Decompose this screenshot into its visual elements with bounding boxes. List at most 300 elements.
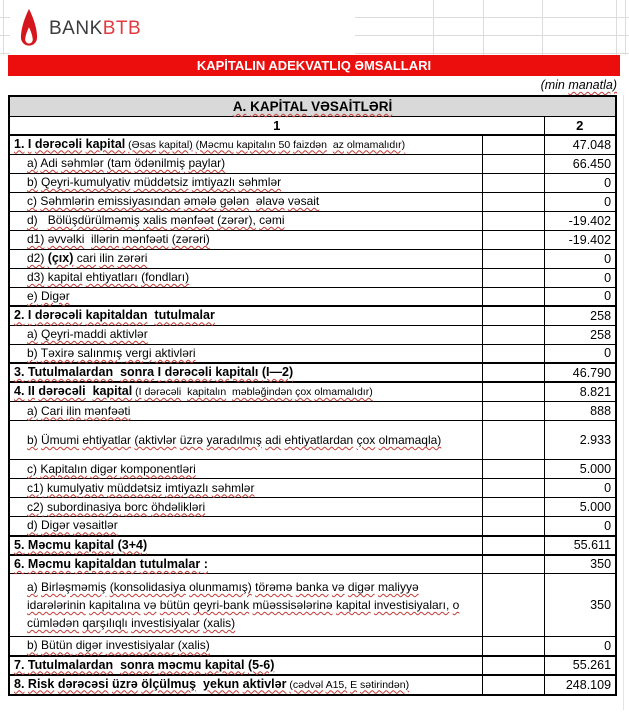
row-value: 350 xyxy=(544,555,616,574)
word: Bütün xyxy=(41,638,73,653)
table-row xyxy=(9,325,616,344)
table-row xyxy=(9,517,616,536)
row-value: 0 xyxy=(544,479,616,498)
empty-cell xyxy=(482,135,544,155)
word: məcmu xyxy=(157,657,202,672)
word: (5-6) xyxy=(247,657,275,672)
word: kapitaldan xyxy=(74,556,137,571)
table-row xyxy=(9,498,616,517)
word: Qeyri-kumulyativ xyxy=(41,175,131,189)
word: olunmamış) xyxy=(189,580,252,594)
word: Tutulmalardan xyxy=(27,365,114,379)
empty-cell xyxy=(482,154,544,173)
gridline xyxy=(542,0,543,55)
word: a) xyxy=(27,156,38,170)
empty-cell xyxy=(482,249,544,268)
word: 2. xyxy=(14,308,25,323)
label-text xyxy=(27,404,130,418)
word: əvvəlki xyxy=(47,232,85,246)
label-text xyxy=(27,433,441,447)
label-text xyxy=(14,137,125,151)
row-label xyxy=(9,536,482,555)
table-row xyxy=(9,402,616,421)
word: sonra xyxy=(120,365,155,379)
row-label xyxy=(9,173,482,192)
word: imtiyazlı xyxy=(165,480,209,495)
word: Tutulmalardan xyxy=(27,657,114,672)
word: I xyxy=(27,308,32,323)
empty-cell xyxy=(482,287,544,306)
word: dərəcəli xyxy=(34,136,83,151)
table-row xyxy=(9,211,616,230)
row-value: 258 xyxy=(544,306,616,325)
word: 3. xyxy=(14,365,25,379)
row-label xyxy=(9,574,482,637)
word: cəmi xyxy=(259,213,285,227)
row-label xyxy=(9,211,482,230)
word: (tam xyxy=(107,156,132,170)
word: yekun xyxy=(203,676,240,691)
word: (xalis) xyxy=(203,616,236,630)
gridline xyxy=(623,95,624,710)
word: ilin xyxy=(66,403,82,418)
word: a) xyxy=(27,327,38,341)
word: kumulyativ xyxy=(47,480,104,495)
table-row xyxy=(9,135,616,155)
empty-cell xyxy=(482,382,544,402)
word: (I xyxy=(135,386,142,398)
word: üzrə xyxy=(112,676,138,691)
word: borc xyxy=(124,499,148,514)
row-label xyxy=(9,675,482,695)
word: aktivləri xyxy=(154,345,196,360)
word: öhdəlikləri xyxy=(151,499,206,514)
table-row xyxy=(9,306,616,325)
label-text xyxy=(27,270,189,284)
word: 1. xyxy=(14,136,25,151)
word: müəssisələrinə xyxy=(252,598,333,612)
empty-cell xyxy=(482,574,544,637)
table-row xyxy=(9,173,616,192)
word: (fondları) xyxy=(141,270,190,284)
word: emissiyasından xyxy=(97,194,181,208)
word: faizdən xyxy=(293,138,327,151)
word: dərəcəli xyxy=(164,365,212,379)
label-text xyxy=(14,557,208,571)
label-text xyxy=(27,500,205,514)
word: d3) xyxy=(27,270,45,284)
table-row xyxy=(9,555,616,574)
row-value: 47.048 xyxy=(544,135,616,155)
row-value: -19.402 xyxy=(544,230,616,249)
row-value: 248.109 xyxy=(544,675,616,695)
word: törəmə xyxy=(255,580,293,594)
word: (Əsas xyxy=(128,138,156,151)
word: 8. xyxy=(14,676,25,691)
word: Cari xyxy=(41,403,64,418)
word: mənfəət xyxy=(170,213,214,227)
label-text xyxy=(27,462,196,476)
word: d) xyxy=(27,518,38,533)
word: a) xyxy=(27,403,38,418)
empty-cell xyxy=(482,517,544,536)
word: b) xyxy=(27,433,38,447)
word: investisiyaları, xyxy=(373,598,450,612)
label-text xyxy=(48,251,74,265)
word: olmamalıdır) xyxy=(314,386,373,398)
word: çox xyxy=(356,433,376,447)
row-label xyxy=(9,268,482,287)
word: ehtiyatlardan xyxy=(284,433,354,447)
word: vergi xyxy=(125,345,152,360)
word: investisiyalar xyxy=(131,616,200,630)
label-text xyxy=(27,156,225,170)
word: (xalis) xyxy=(177,638,210,653)
word: (konsolidasiya xyxy=(109,580,186,594)
row-value: 55.611 xyxy=(544,536,616,555)
word: səhmlər xyxy=(211,480,255,495)
word: tutulmalar xyxy=(154,308,215,323)
flame-icon xyxy=(17,9,41,51)
row-value: 5.000 xyxy=(544,460,616,479)
table-row xyxy=(9,154,616,173)
empty-cell xyxy=(482,637,544,656)
word: kapitalı xyxy=(215,365,259,379)
word: illərin xyxy=(91,232,120,246)
row-label xyxy=(9,555,482,574)
table-section-header xyxy=(9,96,616,116)
word: və xyxy=(331,580,345,594)
word: 5. xyxy=(14,537,25,552)
row-value: 0 xyxy=(544,249,616,268)
word: 4. xyxy=(14,384,25,398)
label-text xyxy=(14,365,293,379)
word: mənfəəti xyxy=(122,232,169,246)
word: kapital xyxy=(92,384,133,398)
table-row xyxy=(9,460,616,479)
row-value: 5.000 xyxy=(544,498,616,517)
row-value: 0 xyxy=(544,344,616,363)
word: kapital xyxy=(47,270,83,284)
table-row xyxy=(9,192,616,211)
top-band xyxy=(0,0,629,55)
row-label xyxy=(9,460,482,479)
word: müddətsiz xyxy=(133,175,189,189)
word: salınmış xyxy=(77,345,123,360)
label-text xyxy=(27,327,148,341)
word: b) xyxy=(27,345,38,360)
label-text xyxy=(14,677,286,691)
label-text xyxy=(27,346,196,360)
empty-cell xyxy=(482,536,544,555)
word: banka xyxy=(295,580,329,594)
label-text xyxy=(14,538,147,552)
word: Ümumi xyxy=(41,433,80,447)
word: ölçülmuş xyxy=(141,676,197,691)
label-text xyxy=(125,139,405,151)
capital-table xyxy=(8,95,617,696)
row-label xyxy=(9,135,482,155)
word: dərəcəli xyxy=(34,308,83,323)
empty-cell xyxy=(482,306,544,325)
column-header-2: 2 xyxy=(544,116,616,135)
table-row xyxy=(9,421,616,460)
word: (I—2) xyxy=(261,365,294,379)
empty-cell xyxy=(482,211,544,230)
empty-cell xyxy=(482,479,544,498)
word: c) xyxy=(27,194,37,208)
empty-cell xyxy=(482,344,544,363)
word: digər xyxy=(347,580,375,594)
row-value: -19.402 xyxy=(544,211,616,230)
row-label xyxy=(9,344,482,363)
bank-logo-text xyxy=(49,17,141,38)
table-row xyxy=(9,479,616,498)
label-text xyxy=(14,384,132,398)
word: çox xyxy=(295,386,312,398)
word: Risk xyxy=(27,676,55,691)
unit-note-word xyxy=(568,78,617,92)
gridline xyxy=(625,0,626,55)
column-header-1: 1 xyxy=(9,116,544,135)
row-value: 55.261 xyxy=(544,656,616,675)
word: müddətsiz xyxy=(107,480,162,495)
row-value: 0 xyxy=(544,287,616,306)
table-row xyxy=(9,287,616,306)
word: məbləğindən xyxy=(232,386,293,398)
unit-note-row xyxy=(0,76,617,95)
row-label xyxy=(9,421,482,460)
table-row xyxy=(9,344,616,363)
word: xalis xyxy=(143,213,168,227)
word: Digər xyxy=(41,518,70,533)
word: Məcmu xyxy=(27,556,71,571)
word: VƏSAİTLƏRİ xyxy=(311,98,393,114)
word: d2) xyxy=(27,251,45,265)
logo-text-btb: BTB xyxy=(102,18,142,39)
word: cari xyxy=(76,251,97,265)
row-value: 888 xyxy=(544,402,616,421)
word: Təxirə xyxy=(40,345,75,360)
word: : xyxy=(203,556,208,571)
label-text xyxy=(27,481,254,495)
report-title: KAPİTALIN ADEKVATLIQ ƏMSALLARI xyxy=(196,58,432,73)
word: KAPİTAL xyxy=(250,98,308,114)
word: d) xyxy=(27,213,38,227)
gridline xyxy=(483,0,484,55)
word: 6. xyxy=(14,556,25,571)
empty-cell xyxy=(482,421,544,460)
word: ehtiyatları xyxy=(85,270,138,284)
row-label xyxy=(9,287,482,306)
word: aktivlər xyxy=(109,327,148,341)
table-row xyxy=(9,363,616,382)
word: manatla) xyxy=(568,78,617,92)
word: b) xyxy=(27,175,38,189)
label-text xyxy=(132,386,373,398)
word: az xyxy=(332,138,344,151)
gridline xyxy=(433,0,434,55)
word: sətirindən) xyxy=(360,678,410,691)
empty-cell xyxy=(482,268,544,287)
word: səhmlər xyxy=(238,175,282,189)
table-row xyxy=(9,574,616,637)
word: qeyri-bank xyxy=(193,598,250,612)
word: kapitaldan xyxy=(85,308,148,323)
label-text xyxy=(27,289,70,303)
row-label xyxy=(9,363,482,382)
word: I xyxy=(27,136,32,151)
empty-cell xyxy=(482,173,544,192)
word: A15, xyxy=(325,678,348,691)
row-value: 0 xyxy=(544,637,616,656)
word: adi xyxy=(265,433,282,447)
table-row xyxy=(9,656,616,675)
word: tutulmalar xyxy=(139,556,201,571)
word: subordinasiya xyxy=(47,499,122,514)
row-label xyxy=(9,249,482,268)
word: cümlədən xyxy=(27,616,80,630)
word: Birləşməmiş xyxy=(41,580,107,594)
row-value: 66.450 xyxy=(544,154,616,173)
table-row xyxy=(9,675,616,695)
empty-cell xyxy=(482,555,544,574)
table-row xyxy=(9,268,616,287)
row-label xyxy=(9,230,482,249)
word: kapital xyxy=(335,598,371,612)
word: kapital) xyxy=(158,138,193,151)
word: A. xyxy=(232,98,247,114)
word: dərəcəli xyxy=(144,386,182,398)
word: mənfəəti xyxy=(84,403,131,418)
word: idarələrinin xyxy=(27,598,86,612)
unit-note-prefix: (min xyxy=(540,78,569,92)
row-label xyxy=(9,498,482,517)
column-header-row xyxy=(9,116,616,135)
word: (zərər), xyxy=(217,213,256,227)
word: 7. xyxy=(14,657,25,672)
word: kapital xyxy=(204,657,245,672)
word: kapital xyxy=(85,136,126,151)
empty-cell xyxy=(482,192,544,211)
word: kapital xyxy=(74,537,115,552)
word: və xyxy=(143,598,157,612)
word: vəsaitlər xyxy=(73,518,118,533)
unit-note xyxy=(541,78,617,92)
word: (zərəri) xyxy=(171,232,210,246)
bank-logo xyxy=(10,1,355,54)
word: (3+4) xyxy=(117,537,148,552)
word: Digər xyxy=(41,288,70,303)
word: əmələ xyxy=(183,194,217,208)
row-value: 0 xyxy=(544,173,616,192)
table-row xyxy=(9,637,616,656)
word: komponentləri xyxy=(120,461,196,476)
table-row xyxy=(9,536,616,555)
word: Adi xyxy=(40,156,58,170)
word: ilin xyxy=(99,251,115,265)
word: sonra xyxy=(120,657,155,672)
word: kapitalın xyxy=(236,138,276,151)
label-text xyxy=(27,213,285,227)
word: b) xyxy=(27,638,38,653)
row-label xyxy=(9,637,482,656)
row-label xyxy=(9,656,482,675)
report-title-banner xyxy=(8,55,620,76)
word: maliyyə xyxy=(377,580,419,594)
empty-cell xyxy=(482,230,544,249)
word: Kapitalın xyxy=(40,461,88,476)
empty-cell xyxy=(482,325,544,344)
label-text xyxy=(73,251,147,265)
word: səhmlər xyxy=(61,156,104,170)
label-text xyxy=(27,175,281,189)
row-label xyxy=(9,306,482,325)
label-text xyxy=(27,518,118,532)
word: gələn xyxy=(219,194,250,208)
row-label xyxy=(9,382,482,402)
word: a) xyxy=(27,580,38,594)
empty-cell xyxy=(482,460,544,479)
gridline xyxy=(616,0,617,55)
word: investisiyalar xyxy=(105,638,175,653)
table-section-header-row xyxy=(9,96,616,116)
word: zərəri xyxy=(117,251,148,265)
word: olmamaqla) xyxy=(378,433,442,447)
table-row xyxy=(9,249,616,268)
label-text xyxy=(14,658,274,672)
row-label xyxy=(9,325,482,344)
label-text xyxy=(27,251,48,265)
word: kapitalına xyxy=(89,598,141,612)
word: ehtiyatlar xyxy=(82,433,132,447)
word: kapitalın xyxy=(187,386,227,398)
word: Məcmu xyxy=(27,537,71,552)
word: d1) xyxy=(27,232,45,246)
word: paylar) xyxy=(188,156,226,170)
word: Səhmlərin xyxy=(40,194,95,208)
word: yaradılmış xyxy=(206,433,262,447)
word: Bölüşdürülməmiş xyxy=(47,213,140,227)
word: dərəcəsi xyxy=(57,676,109,691)
row-label xyxy=(9,402,482,421)
word: c) xyxy=(27,461,37,476)
word: dərəcəli xyxy=(38,384,86,398)
word: e) xyxy=(27,288,38,303)
empty-cell xyxy=(482,675,544,695)
word: ödənilmiş xyxy=(134,156,186,170)
row-label xyxy=(9,192,482,211)
word: üzrə xyxy=(179,433,204,447)
label-text xyxy=(286,679,409,691)
row-label xyxy=(9,479,482,498)
word: Qeyri-maddi xyxy=(41,327,107,341)
word: bütün xyxy=(159,598,190,612)
table-row xyxy=(9,230,616,249)
empty-cell xyxy=(482,656,544,675)
word: II xyxy=(27,384,35,398)
gridline xyxy=(3,0,4,55)
row-value: 258 xyxy=(544,325,616,344)
label-text xyxy=(27,232,210,246)
word: (aktivlər xyxy=(134,433,177,447)
row-label xyxy=(9,154,482,173)
row-value: 8.821 xyxy=(544,382,616,402)
label-text xyxy=(27,638,210,652)
word: imtiyazlı xyxy=(191,175,236,189)
logo-text-bank: BANK xyxy=(49,18,103,39)
row-label xyxy=(9,517,482,536)
